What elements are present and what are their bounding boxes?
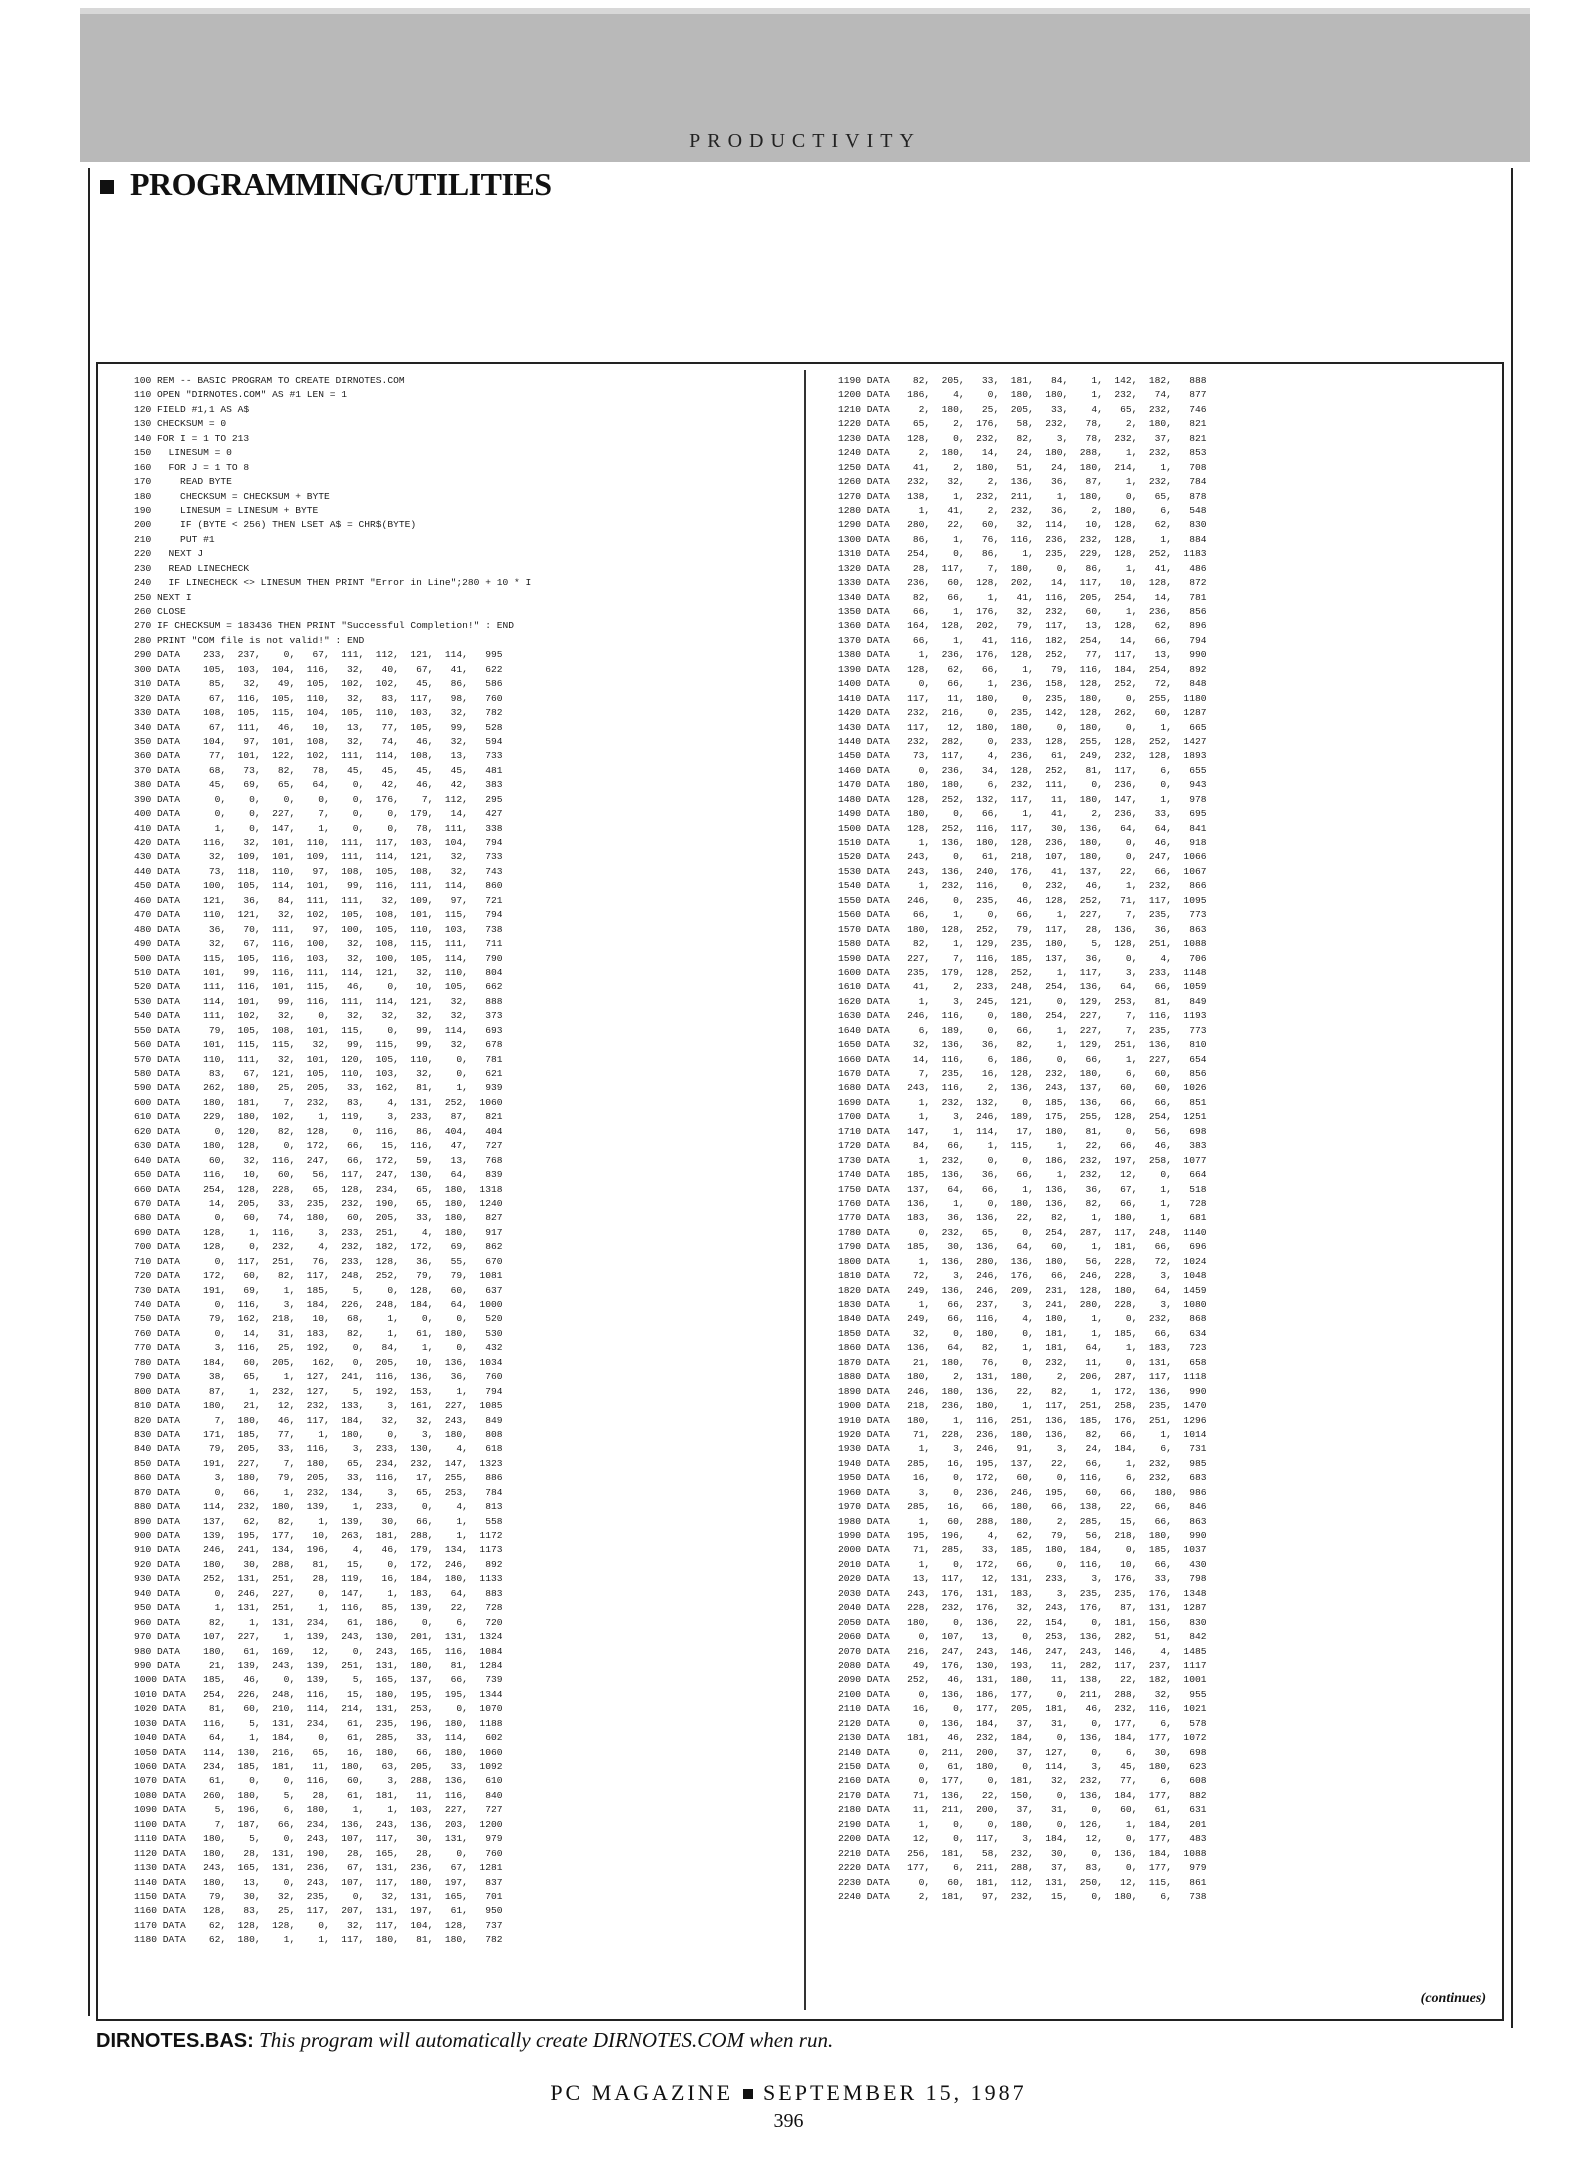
code-line: 1300 DATA 86, 1, 76, 116, 236, 232, 128, 1, 884 <box>838 533 1207 545</box>
code-line: 400 DATA 0, 0, 227, 7, 0, 0, 179, 14, 427 <box>134 808 503 820</box>
code-line: 2090 DATA 252, 46, 131, 180, 11, 138, 22, 182, 1001 <box>838 1674 1207 1686</box>
code-line: 530 DATA 114, 101, 99, 116, 111, 114, 121, 32, 888 <box>134 995 503 1007</box>
code-line: 2040 DATA 228, 232, 176, 32, 243, 176, 87, 131, 1287 <box>838 1602 1207 1614</box>
code-line: 2060 DATA 0, 107, 13, 0, 253, 136, 282, 51, 842 <box>838 1631 1207 1643</box>
code-line: 460 DATA 121, 36, 84, 111, 111, 32, 109, 97, 721 <box>134 894 503 906</box>
code-line: 1770 DATA 183, 36, 136, 22, 82, 1, 180, 1, 681 <box>838 1212 1207 1224</box>
code-line: 290 DATA 233, 237, 0, 67, 111, 112, 121, 114, 995 <box>134 649 503 661</box>
code-line: 1630 DATA 246, 116, 0, 180, 254, 227, 7, 116, 1193 <box>838 1010 1207 1022</box>
code-line: 2180 DATA 11, 211, 200, 37, 31, 0, 60, 61, 631 <box>838 1804 1207 1816</box>
code-line: 1320 DATA 28, 117, 7, 180, 0, 86, 1, 41, 486 <box>838 562 1207 574</box>
footer-bullet-icon <box>743 2089 753 2099</box>
code-line: 1560 DATA 66, 1, 0, 66, 1, 227, 7, 235, 773 <box>838 909 1207 921</box>
code-line: 2070 DATA 216, 247, 243, 146, 247, 243, 146, 4, 1485 <box>838 1645 1207 1657</box>
code-line: 200 IF (BYTE < 256) THEN LSET A$ = CHR$(BYTE) <box>134 519 417 531</box>
code-line: 180 CHECKSUM = CHECKSUM + BYTE <box>134 490 330 502</box>
code-line: 260 CLOSE <box>134 606 186 617</box>
code-line: 1060 DATA 234, 185, 181, 11, 180, 63, 205, 33, 1092 <box>134 1761 503 1772</box>
code-line: 1230 DATA 128, 0, 232, 82, 3, 78, 232, 37, 821 <box>838 432 1207 444</box>
code-line: 1450 DATA 73, 117, 4, 236, 61, 249, 232, 128, 1893 <box>838 750 1207 762</box>
code-line: 310 DATA 85, 32, 49, 105, 102, 102, 45, 86, 586 <box>134 678 503 690</box>
code-line: 2010 DATA 1, 0, 172, 66, 0, 116, 10, 66, 430 <box>838 1558 1207 1570</box>
code-line: 570 DATA 110, 111, 32, 101, 120, 105, 110, 0, 781 <box>134 1053 503 1065</box>
code-line: 920 DATA 180, 30, 288, 81, 15, 0, 172, 246, 892 <box>134 1558 503 1570</box>
code-line: 1380 DATA 1, 236, 176, 128, 252, 77, 117, 13, 990 <box>838 649 1207 661</box>
footer-magazine: PC MAGAZINE <box>550 2080 734 2105</box>
code-line: 1880 DATA 180, 2, 131, 180, 2, 206, 287, 117, 1118 <box>838 1371 1207 1383</box>
bullet-square-icon <box>100 180 114 194</box>
code-line: 320 DATA 67, 116, 105, 110, 32, 83, 117, 98, 760 <box>134 692 503 704</box>
code-line: 640 DATA 60, 32, 116, 247, 66, 172, 59, 13, 768 <box>134 1154 503 1166</box>
code-line: 2230 DATA 0, 60, 181, 112, 131, 250, 12, 115, 861 <box>838 1876 1207 1888</box>
code-line: 760 DATA 0, 14, 31, 183, 82, 1, 61, 180, 530 <box>134 1327 503 1339</box>
code-line: 1270 DATA 138, 1, 232, 211, 1, 180, 0, 65, 878 <box>838 490 1207 502</box>
code-line: 1690 DATA 1, 232, 132, 0, 185, 136, 66, 66, 851 <box>838 1096 1207 1108</box>
code-line: 2030 DATA 243, 176, 131, 183, 3, 235, 235, 176, 1348 <box>838 1587 1207 1599</box>
code-line: 360 DATA 77, 101, 122, 102, 111, 114, 108, 13, 733 <box>134 750 503 762</box>
code-line: 1520 DATA 243, 0, 61, 218, 107, 180, 0, 247, 1066 <box>838 851 1207 863</box>
code-line: 620 DATA 0, 120, 82, 128, 0, 116, 86, 404, 404 <box>134 1125 503 1137</box>
code-line: 370 DATA 68, 73, 82, 78, 45, 45, 45, 45, 481 <box>134 764 503 776</box>
code-line: 1580 DATA 82, 1, 129, 235, 180, 5, 128, 251, 1088 <box>838 938 1207 950</box>
code-line: 1810 DATA 72, 3, 246, 176, 66, 246, 228, 3, 1048 <box>838 1270 1207 1282</box>
code-line: 1370 DATA 66, 1, 41, 116, 182, 254, 14, 66, 794 <box>838 634 1207 646</box>
code-line: 230 READ LINECHECK <box>134 562 250 574</box>
code-line: 420 DATA 116, 32, 101, 110, 111, 117, 103, 104, 794 <box>134 837 503 848</box>
code-line: 1510 DATA 1, 136, 180, 128, 236, 180, 0, 46, 918 <box>838 837 1207 848</box>
code-line: 240 IF LINECHECK <> LINESUM THEN PRINT "Error in Line";280 + 10 * I <box>134 577 532 589</box>
caption-text: This program will automatically create DIRNOTES.COM when run. <box>259 2028 834 2052</box>
page-footer <box>0 2080 1577 2106</box>
code-line: 1910 DATA 180, 1, 116, 251, 136, 185, 176, 251, 1296 <box>838 1414 1207 1426</box>
code-line: 1530 DATA 243, 136, 240, 176, 41, 137, 22, 66, 1067 <box>838 865 1207 877</box>
code-line: 510 DATA 101, 99, 116, 111, 114, 121, 32, 110, 804 <box>134 966 503 978</box>
code-line: 1410 DATA 117, 11, 180, 0, 235, 180, 0, 255, 1180 <box>838 692 1207 704</box>
code-line: 590 DATA 262, 180, 25, 205, 33, 162, 81, 1, 939 <box>134 1082 503 1094</box>
code-line: 1010 DATA 254, 226, 248, 116, 15, 180, 195, 195, 1344 <box>134 1688 503 1700</box>
code-line: 1740 DATA 185, 136, 36, 66, 1, 232, 12, 0, 664 <box>838 1169 1207 1181</box>
code-line: 1610 DATA 41, 2, 233, 248, 254, 136, 64, 66, 1059 <box>838 981 1207 993</box>
code-line: 1940 DATA 285, 16, 195, 137, 22, 66, 1, 232, 985 <box>838 1457 1207 1469</box>
code-line: 1680 DATA 243, 116, 2, 136, 243, 137, 60, 60, 1026 <box>838 1082 1207 1094</box>
code-line: 300 DATA 105, 103, 104, 116, 32, 40, 67, 41, 622 <box>134 663 503 675</box>
code-line: 520 DATA 111, 116, 101, 115, 46, 0, 10, 105, 662 <box>134 981 503 993</box>
code-line: 580 DATA 83, 67, 121, 105, 110, 103, 32, 0, 621 <box>134 1068 503 1079</box>
code-line: 210 PUT #1 <box>134 533 215 545</box>
code-line: 1600 DATA 235, 179, 128, 252, 1, 117, 3, 233, 1148 <box>838 966 1207 978</box>
code-line: 110 OPEN "DIRNOTES.COM" AS #1 LEN = 1 <box>134 389 348 401</box>
code-line: 190 LINESUM = LINESUM + BYTE <box>134 504 319 516</box>
listing-left-column <box>134 374 531 1948</box>
code-line: 940 DATA 0, 246, 227, 0, 147, 1, 183, 64, 883 <box>134 1587 503 1599</box>
code-line: 1850 DATA 32, 0, 180, 0, 181, 1, 185, 66, 634 <box>838 1327 1207 1339</box>
code-line: 2020 DATA 13, 117, 12, 131, 233, 3, 176, 33, 798 <box>838 1573 1207 1585</box>
code-line: 1470 DATA 180, 180, 6, 232, 111, 0, 236, 0, 943 <box>838 779 1207 791</box>
code-line: 1750 DATA 137, 64, 66, 1, 136, 36, 67, 1, 518 <box>838 1183 1207 1195</box>
code-line: 540 DATA 111, 102, 32, 0, 32, 32, 32, 32, 373 <box>134 1010 503 1022</box>
code-line: 150 LINESUM = 0 <box>134 447 232 459</box>
frame-right-rule <box>1511 168 1513 2028</box>
code-line: 2130 DATA 181, 46, 232, 184, 0, 136, 184, 177, 1072 <box>838 1732 1207 1744</box>
code-line: 1980 DATA 1, 60, 288, 180, 2, 285, 15, 66, 863 <box>838 1515 1207 1527</box>
code-line: 690 DATA 128, 1, 116, 3, 233, 251, 4, 180, 917 <box>134 1226 503 1238</box>
code-line: 660 DATA 254, 128, 228, 65, 128, 234, 65, 180, 1318 <box>134 1183 503 1195</box>
code-line: 970 DATA 107, 227, 1, 139, 243, 130, 201, 131, 1324 <box>134 1631 503 1643</box>
code-line: 2170 DATA 71, 136, 22, 150, 0, 136, 184, 177, 882 <box>838 1789 1207 1801</box>
code-line: 1140 DATA 180, 13, 0, 243, 107, 117, 180, 197, 837 <box>134 1876 503 1888</box>
code-line: 1570 DATA 180, 128, 252, 79, 117, 28, 136, 36, 863 <box>838 923 1207 935</box>
code-line: 2220 DATA 177, 6, 211, 288, 37, 83, 0, 177, 979 <box>838 1862 1207 1874</box>
code-line: 790 DATA 38, 65, 1, 127, 241, 116, 136, 36, 760 <box>134 1371 503 1383</box>
code-line: 1000 DATA 185, 46, 0, 139, 5, 165, 137, 66, 739 <box>134 1674 503 1686</box>
code-line: 700 DATA 128, 0, 232, 4, 232, 182, 172, 69, 862 <box>134 1241 503 1253</box>
code-line: 780 DATA 184, 60, 205, 162, 0, 205, 10, 136, 1034 <box>134 1356 503 1368</box>
code-line: 610 DATA 229, 180, 102, 1, 119, 3, 233, 87, 821 <box>134 1111 503 1123</box>
code-line: 650 DATA 116, 10, 60, 56, 117, 247, 130, 64, 839 <box>134 1169 503 1181</box>
code-line: 880 DATA 114, 232, 180, 139, 1, 233, 0, 4, 813 <box>134 1501 503 1513</box>
code-line: 1490 DATA 180, 0, 66, 1, 41, 2, 236, 33, 695 <box>838 808 1207 820</box>
code-line: 470 DATA 110, 121, 32, 102, 105, 108, 101, 115, 794 <box>134 909 503 921</box>
code-line: 2050 DATA 180, 0, 136, 22, 154, 0, 181, 156, 830 <box>838 1616 1207 1628</box>
code-line: 830 DATA 171, 185, 77, 1, 180, 0, 3, 180, 808 <box>134 1428 503 1440</box>
code-line: 1080 DATA 260, 180, 5, 28, 61, 181, 11, 116, 840 <box>134 1789 503 1801</box>
code-line: 1990 DATA 195, 196, 4, 62, 79, 56, 218, 180, 990 <box>838 1530 1207 1541</box>
code-line: 1460 DATA 0, 236, 34, 128, 252, 81, 117, 6, 655 <box>838 764 1207 776</box>
code-line: 990 DATA 21, 139, 243, 139, 251, 131, 180, 81, 1284 <box>134 1659 503 1671</box>
code-line: 1050 DATA 114, 130, 216, 65, 16, 180, 66, 180, 1060 <box>134 1746 503 1758</box>
code-line: 1400 DATA 0, 66, 1, 236, 158, 128, 252, 72, 848 <box>838 678 1207 690</box>
code-line: 1700 DATA 1, 3, 246, 189, 175, 255, 128, 254, 1251 <box>838 1111 1207 1123</box>
code-line: 770 DATA 3, 116, 25, 192, 0, 84, 1, 0, 432 <box>134 1342 503 1354</box>
code-line: 1120 DATA 180, 28, 131, 190, 28, 165, 28, 0, 760 <box>134 1847 503 1859</box>
code-line: 810 DATA 180, 21, 12, 232, 133, 3, 161, 227, 1085 <box>134 1400 503 1412</box>
code-line: 1110 DATA 180, 5, 0, 243, 107, 117, 30, 131, 979 <box>134 1833 503 1845</box>
code-line: 350 DATA 104, 97, 101, 108, 32, 74, 46, 32, 594 <box>134 735 503 747</box>
code-line: 1930 DATA 1, 3, 246, 91, 3, 24, 184, 6, 731 <box>838 1443 1207 1455</box>
code-line: 130 CHECKSUM = 0 <box>134 418 227 430</box>
code-line: 710 DATA 0, 117, 251, 76, 233, 128, 36, 55, 670 <box>134 1255 503 1267</box>
code-line: 960 DATA 82, 1, 131, 234, 61, 186, 0, 6, 720 <box>134 1616 503 1628</box>
code-line: 1070 DATA 61, 0, 0, 116, 60, 3, 288, 136, 610 <box>134 1775 503 1787</box>
code-line: 1540 DATA 1, 232, 116, 0, 232, 46, 1, 232, 866 <box>838 880 1207 892</box>
code-line: 1780 DATA 0, 232, 65, 0, 254, 287, 117, 248, 1140 <box>838 1226 1207 1238</box>
code-line: 2080 DATA 49, 176, 130, 193, 11, 282, 117, 237, 1117 <box>838 1659 1207 1671</box>
code-line: 900 DATA 139, 195, 177, 10, 263, 181, 288, 1, 1172 <box>134 1530 503 1541</box>
code-line: 890 DATA 137, 62, 82, 1, 139, 30, 66, 1, 558 <box>134 1515 503 1527</box>
code-line: 1150 DATA 79, 30, 32, 235, 0, 32, 131, 165, 701 <box>134 1890 503 1902</box>
code-line: 1130 DATA 243, 165, 131, 236, 67, 131, 236, 67, 1281 <box>134 1862 503 1874</box>
frame-left-rule <box>88 168 90 2016</box>
code-line: 1310 DATA 254, 0, 86, 1, 235, 229, 128, 252, 1183 <box>838 548 1207 560</box>
code-line: 1430 DATA 117, 12, 180, 180, 0, 180, 0, 1, 665 <box>838 721 1207 733</box>
code-line: 1790 DATA 185, 30, 136, 64, 60, 1, 181, 66, 696 <box>838 1241 1207 1253</box>
code-line: 160 FOR J = 1 TO 8 <box>134 461 250 473</box>
code-line: 1650 DATA 32, 136, 36, 82, 1, 129, 251, 136, 810 <box>838 1039 1207 1051</box>
code-line: 1360 DATA 164, 128, 202, 79, 117, 13, 128, 62, 896 <box>838 620 1207 632</box>
code-line: 430 DATA 32, 109, 101, 109, 111, 114, 121, 32, 733 <box>134 851 503 863</box>
code-line: 930 DATA 252, 131, 251, 28, 119, 16, 184, 180, 1133 <box>134 1573 503 1585</box>
code-line: 120 FIELD #1,1 AS A$ <box>134 403 250 415</box>
code-line: 410 DATA 1, 0, 147, 1, 0, 0, 78, 111, 338 <box>134 822 503 834</box>
code-line: 2110 DATA 16, 0, 177, 205, 181, 46, 232, 116, 1021 <box>838 1703 1207 1715</box>
code-line: 1190 DATA 82, 205, 33, 181, 84, 1, 142, 182, 888 <box>838 375 1207 386</box>
footer-date: SEPTEMBER 15, 1987 <box>763 2080 1027 2105</box>
code-line: 270 IF CHECKSUM = 183436 THEN PRINT "Successful Completion!" : END <box>134 620 514 632</box>
code-line: 720 DATA 172, 60, 82, 117, 248, 252, 79, 79, 1081 <box>134 1270 503 1282</box>
page-title: PROGRAMMING/UTILITIES <box>130 166 552 202</box>
code-line: 1730 DATA 1, 232, 0, 0, 186, 232, 197, 258, 1077 <box>838 1154 1207 1166</box>
code-line: 1180 DATA 62, 180, 1, 1, 117, 180, 81, 180, 782 <box>134 1934 503 1946</box>
figure-caption <box>96 2028 833 2053</box>
code-line: 1240 DATA 2, 180, 14, 24, 180, 288, 1, 232, 853 <box>838 447 1207 459</box>
code-line: 870 DATA 0, 66, 1, 232, 134, 3, 65, 253, 784 <box>134 1486 503 1498</box>
code-line: 560 DATA 101, 115, 115, 32, 99, 115, 99, 32, 678 <box>134 1039 503 1051</box>
code-line: 1160 DATA 128, 83, 25, 117, 207, 131, 197, 61, 950 <box>134 1905 503 1917</box>
code-line: 600 DATA 180, 181, 7, 232, 83, 4, 131, 252, 1060 <box>134 1096 503 1108</box>
code-line: 1090 DATA 5, 196, 6, 180, 1, 1, 103, 227, 727 <box>134 1804 503 1816</box>
code-line: 1100 DATA 7, 187, 66, 234, 136, 243, 136, 203, 1200 <box>134 1818 503 1830</box>
code-line: 950 DATA 1, 131, 251, 1, 116, 85, 139, 22, 728 <box>134 1602 503 1614</box>
code-line: 1340 DATA 82, 66, 1, 41, 116, 205, 254, 14, 781 <box>838 591 1207 603</box>
code-line: 1390 DATA 128, 62, 66, 1, 79, 116, 184, 254, 892 <box>838 663 1207 675</box>
code-line: 800 DATA 87, 1, 232, 127, 5, 192, 153, 1, 794 <box>134 1385 503 1397</box>
code-line: 1920 DATA 71, 228, 236, 180, 136, 82, 66, 1, 1014 <box>838 1428 1207 1440</box>
code-line: 1220 DATA 65, 2, 176, 58, 232, 78, 2, 180, 821 <box>838 418 1207 430</box>
code-line: 340 DATA 67, 111, 46, 10, 13, 77, 105, 99, 528 <box>134 721 503 733</box>
section-label: PRODUCTIVITY <box>689 130 921 152</box>
code-line: 2120 DATA 0, 136, 184, 37, 31, 0, 177, 6, 578 <box>838 1717 1207 1729</box>
code-line: 1480 DATA 128, 252, 132, 117, 11, 180, 147, 1, 978 <box>838 793 1207 805</box>
code-line: 1170 DATA 62, 128, 128, 0, 32, 117, 104, 128, 737 <box>134 1919 503 1931</box>
code-line: 1820 DATA 249, 136, 246, 209, 231, 128, 180, 64, 1459 <box>838 1284 1207 1296</box>
code-line: 440 DATA 73, 118, 110, 97, 108, 105, 108, 32, 743 <box>134 865 503 877</box>
code-line: 500 DATA 115, 105, 116, 103, 32, 100, 105, 114, 790 <box>134 952 503 964</box>
continues-label: (continues) <box>1420 1991 1486 2006</box>
code-line: 2000 DATA 71, 285, 33, 185, 180, 184, 0, 185, 1037 <box>838 1544 1207 1556</box>
code-line: 1660 DATA 14, 116, 6, 186, 0, 66, 1, 227, 654 <box>838 1053 1207 1065</box>
code-line: 330 DATA 108, 105, 115, 104, 105, 110, 103, 32, 782 <box>134 707 503 719</box>
code-line: 140 FOR I = 1 TO 213 <box>134 432 250 444</box>
code-line: 750 DATA 79, 162, 218, 10, 68, 1, 0, 0, 520 <box>134 1313 503 1325</box>
code-line: 1210 DATA 2, 180, 25, 205, 33, 4, 65, 232, 746 <box>838 403 1207 415</box>
column-divider <box>804 370 806 2010</box>
header-band <box>80 8 1530 162</box>
code-line: 2200 DATA 12, 0, 117, 3, 184, 12, 0, 177, 483 <box>838 1833 1207 1845</box>
listing-right-column <box>838 374 1206 1904</box>
code-line: 2160 DATA 0, 177, 0, 181, 32, 232, 77, 6, 608 <box>838 1775 1207 1787</box>
code-line: 1020 DATA 81, 60, 210, 114, 214, 131, 253, 0, 1070 <box>134 1703 503 1715</box>
code-line: 1870 DATA 21, 180, 76, 0, 232, 11, 0, 131, 658 <box>838 1356 1207 1368</box>
code-line: 250 NEXT I <box>134 591 192 603</box>
code-line: 840 DATA 79, 205, 33, 116, 3, 233, 130, 4, 618 <box>134 1443 503 1455</box>
code-line: 980 DATA 180, 61, 169, 12, 0, 243, 165, 116, 1084 <box>134 1645 503 1657</box>
code-line: 550 DATA 79, 105, 108, 101, 115, 0, 99, 114, 693 <box>134 1024 503 1036</box>
code-line: 1330 DATA 236, 60, 128, 202, 14, 117, 10, 128, 872 <box>838 577 1207 589</box>
code-line: 860 DATA 3, 180, 79, 205, 33, 116, 17, 255, 886 <box>134 1472 503 1484</box>
code-line: 850 DATA 191, 227, 7, 180, 65, 234, 232, 147, 1323 <box>134 1457 503 1469</box>
code-line: 1350 DATA 66, 1, 176, 32, 232, 60, 1, 236, 856 <box>838 606 1207 617</box>
page-number: 396 <box>773 2110 804 2132</box>
code-line: 630 DATA 180, 128, 0, 172, 66, 15, 116, 47, 727 <box>134 1140 503 1152</box>
code-line: 1590 DATA 227, 7, 116, 185, 137, 36, 0, 4, 706 <box>838 952 1207 964</box>
code-line: 100 REM -- BASIC PROGRAM TO CREATE DIRNOTES.COM <box>134 375 405 386</box>
code-line: 1860 DATA 136, 64, 82, 1, 181, 64, 1, 183, 723 <box>838 1342 1207 1354</box>
code-line: 1200 DATA 186, 4, 0, 180, 180, 1, 232, 74, 877 <box>838 389 1207 401</box>
code-line: 730 DATA 191, 69, 1, 185, 5, 0, 128, 60, 637 <box>134 1284 503 1296</box>
code-line: 1900 DATA 218, 236, 180, 1, 117, 251, 258, 235, 1470 <box>838 1400 1207 1412</box>
code-line: 820 DATA 7, 180, 46, 117, 184, 32, 32, 243, 849 <box>134 1414 503 1426</box>
code-line: 1670 DATA 7, 235, 16, 128, 232, 180, 6, 60, 856 <box>838 1068 1207 1079</box>
code-line: 1260 DATA 232, 32, 2, 136, 36, 87, 1, 232, 784 <box>838 476 1207 488</box>
code-line: 1440 DATA 232, 282, 0, 233, 128, 255, 128, 252, 1427 <box>838 735 1207 747</box>
code-line: 2150 DATA 0, 61, 180, 0, 114, 3, 45, 180, 623 <box>838 1761 1207 1772</box>
code-line: 1030 DATA 116, 5, 131, 234, 61, 235, 196, 180, 1188 <box>134 1717 503 1729</box>
code-line: 280 PRINT "COM file is not valid!" : END <box>134 634 365 646</box>
code-line: 1970 DATA 285, 16, 66, 180, 66, 138, 22, 66, 846 <box>838 1501 1207 1513</box>
code-line: 1950 DATA 16, 0, 172, 60, 0, 116, 6, 232, 683 <box>838 1472 1207 1484</box>
code-line: 1290 DATA 280, 22, 60, 32, 114, 10, 128, 62, 830 <box>838 519 1207 531</box>
code-line: 2190 DATA 1, 0, 0, 180, 0, 126, 1, 184, 201 <box>838 1818 1207 1830</box>
code-line: 2210 DATA 256, 181, 58, 232, 30, 0, 136, 184, 1088 <box>838 1847 1207 1859</box>
code-line: 1640 DATA 6, 189, 0, 66, 1, 227, 7, 235, 773 <box>838 1024 1207 1036</box>
code-line: 1500 DATA 128, 252, 116, 117, 30, 136, 64, 64, 841 <box>838 822 1207 834</box>
code-line: 680 DATA 0, 60, 74, 180, 60, 205, 33, 180, 827 <box>134 1212 503 1224</box>
code-line: 1840 DATA 249, 66, 116, 4, 180, 1, 0, 232, 868 <box>838 1313 1207 1325</box>
code-line: 1800 DATA 1, 136, 280, 136, 180, 56, 228, 72, 1024 <box>838 1255 1207 1267</box>
code-line: 1620 DATA 1, 3, 245, 121, 0, 129, 253, 81, 849 <box>838 995 1207 1007</box>
program-listing <box>96 362 1504 2021</box>
code-line: 490 DATA 32, 67, 116, 100, 32, 108, 115, 111, 711 <box>134 938 503 950</box>
code-line: 1550 DATA 246, 0, 235, 46, 128, 252, 71, 117, 1095 <box>838 894 1207 906</box>
code-line: 390 DATA 0, 0, 0, 0, 0, 176, 7, 112, 295 <box>134 793 503 805</box>
code-line: 1280 DATA 1, 41, 2, 232, 36, 2, 180, 6, 548 <box>838 504 1207 516</box>
code-line: 1960 DATA 3, 0, 236, 246, 195, 60, 66, 180, 986 <box>838 1486 1207 1498</box>
code-line: 1720 DATA 84, 66, 1, 115, 1, 22, 66, 46, 383 <box>838 1140 1207 1152</box>
code-line: 380 DATA 45, 69, 65, 64, 0, 42, 46, 42, 383 <box>134 779 503 791</box>
code-line: 1890 DATA 246, 180, 136, 22, 82, 1, 172, 136, 990 <box>838 1385 1207 1397</box>
code-line: 1830 DATA 1, 66, 237, 3, 241, 280, 228, 3, 1080 <box>838 1299 1207 1310</box>
code-line: 2100 DATA 0, 136, 186, 177, 0, 211, 288, 32, 955 <box>838 1688 1207 1700</box>
code-line: 910 DATA 246, 241, 134, 196, 4, 46, 179, 134, 1173 <box>134 1544 503 1556</box>
code-line: 1250 DATA 41, 2, 180, 51, 24, 180, 214, 1, 708 <box>838 461 1207 473</box>
code-line: 2140 DATA 0, 211, 200, 37, 127, 0, 6, 30, 698 <box>838 1746 1207 1758</box>
code-line: 1760 DATA 136, 1, 0, 180, 136, 82, 66, 1, 728 <box>838 1197 1207 1209</box>
code-line: 480 DATA 36, 70, 111, 97, 100, 105, 110, 103, 738 <box>134 923 503 935</box>
code-line: 170 READ BYTE <box>134 476 232 488</box>
code-line: 450 DATA 100, 105, 114, 101, 99, 116, 111, 114, 860 <box>134 880 503 892</box>
caption-filename: DIRNOTES.BAS: <box>96 2030 254 2052</box>
code-line: 2240 DATA 2, 181, 97, 232, 15, 0, 180, 6, 738 <box>838 1890 1207 1902</box>
code-line: 740 DATA 0, 116, 3, 184, 226, 248, 184, 64, 1000 <box>134 1299 503 1310</box>
code-line: 1710 DATA 147, 1, 114, 17, 180, 81, 0, 56, 698 <box>838 1125 1207 1137</box>
code-line: 1040 DATA 64, 1, 184, 0, 61, 285, 33, 114, 602 <box>134 1732 503 1744</box>
code-line: 220 NEXT J <box>134 548 204 560</box>
code-line: 670 DATA 14, 205, 33, 235, 232, 190, 65, 180, 1240 <box>134 1197 503 1209</box>
code-line: 1420 DATA 232, 216, 0, 235, 142, 128, 262, 60, 1287 <box>838 707 1207 719</box>
